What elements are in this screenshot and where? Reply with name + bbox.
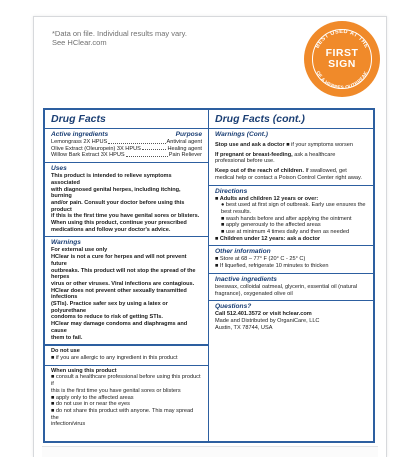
ingredient-purpose: Antiviral agent bbox=[166, 139, 202, 145]
ingredient-name: Willow Bark Extract 3X HPUS bbox=[51, 152, 125, 159]
directions-line: ● best used at first sign of outbreak. Early use ensures the bbox=[221, 202, 366, 209]
drug-facts-title: Drug Facts bbox=[45, 110, 208, 129]
inactive-ingredients-section bbox=[209, 274, 373, 301]
warnings-cont-heading: Warnings (Cont.) bbox=[215, 131, 268, 138]
stop-use-line bbox=[215, 142, 367, 149]
warnings-heading: Warnings bbox=[51, 239, 81, 247]
questions-line: Call 512.401.3572 or visit hclear.com bbox=[215, 311, 312, 318]
uses-heading: Uses bbox=[51, 165, 67, 173]
ingredient-row bbox=[51, 152, 202, 159]
badge-sign: SIGN bbox=[328, 58, 356, 70]
inactive-ingredients-line: beeswax, colloidal oatmeal, glycerin, essential oil (natural bbox=[215, 283, 358, 290]
when-using-line: infection/virus bbox=[51, 421, 86, 428]
uses-line: When using this product, continue your prescribed bbox=[51, 220, 187, 227]
when-using-line: ■ consult a healthcare professional before using this product if bbox=[51, 374, 201, 388]
ingredient-name: Olive Extract (Oleuropein) 3X HPUS bbox=[51, 145, 141, 152]
drug-facts-panel bbox=[43, 108, 375, 443]
questions-heading: Questions? bbox=[215, 303, 252, 311]
warnings-section bbox=[45, 237, 208, 346]
warnings-line: outbreaks. This product will not stop the spread of the herpes bbox=[51, 267, 196, 281]
uses-line: with diagnosed genital herpes, including itching, burning bbox=[51, 186, 181, 200]
warnings-cont-section bbox=[209, 129, 373, 186]
questions-line: Austin, TX 78744, USA bbox=[215, 324, 273, 331]
ingredient-row bbox=[51, 139, 202, 146]
directions-section bbox=[209, 186, 373, 247]
other-information-line: ■ If liquefied, refrigerate 10 minutes to thicken bbox=[215, 263, 329, 270]
directions-line: ■ wash hands before and after applying the ointment bbox=[221, 215, 352, 222]
warnings-line: HClear is not a cure for herpes and will not prevent future bbox=[51, 254, 187, 267]
purpose-heading: Purpose bbox=[175, 131, 202, 138]
keep-out-bold: Keep out of the reach of children. bbox=[215, 168, 304, 175]
ingredient-purpose: Pain Reliever bbox=[168, 152, 202, 159]
drug-facts-cont-title: Drug Facts (cont.) bbox=[209, 110, 373, 129]
when-using-line: this is the first time you have genital sores or blisters bbox=[51, 387, 181, 394]
first-sign-badge bbox=[304, 21, 380, 97]
questions-line: Made and Distributed by OrganiCare, LLC bbox=[215, 317, 320, 324]
warnings-line: condoms to reduce to risk of getting STIs. bbox=[51, 314, 163, 321]
pregnant-rest: ask a healthcare professional before use. bbox=[215, 151, 336, 165]
directions-line: ■ Children under 12 years: ask a doctor bbox=[215, 235, 321, 242]
questions-section bbox=[209, 301, 373, 334]
drug-facts-left-column bbox=[45, 110, 209, 441]
disclaimer-text: *Data on file. Individual results may vary. See HClear.com bbox=[52, 29, 187, 47]
badge-first: FIRST bbox=[325, 47, 359, 59]
pregnant-line bbox=[215, 152, 367, 165]
badge-arc-bottom: OF A HERPES OUTBREAK bbox=[314, 70, 370, 92]
directions-line: ■ apply generously to the affected areas bbox=[221, 222, 321, 229]
warnings-line: (STIs). Practice safer sex by using a latex or polyurethane bbox=[51, 301, 168, 314]
active-ingredients-header bbox=[51, 131, 202, 139]
uses-line: if this is the first time you have genital sores or blisters. bbox=[51, 213, 200, 220]
directions-line: best results. bbox=[221, 208, 252, 215]
inactive-ingredients-line: fragrance), oxygenated olive oil bbox=[215, 290, 293, 297]
do-not-use-line: ■ if you are allergic to any ingredient in this product bbox=[51, 354, 178, 361]
directions-line: ■ use at minimum 4 times daily and then as needed bbox=[221, 229, 350, 236]
svg-text:OF A HERPES OUTBREAK bbox=[314, 70, 369, 91]
warnings-line: HClear does not prevent other sexually transmitted infections bbox=[51, 287, 187, 301]
other-information-section bbox=[209, 246, 373, 273]
keep-out-rest: If swallowed, get medical help or contact a Poison Control Center right away. bbox=[215, 168, 362, 181]
directions-line: ■ Adults and children 12 years or over: bbox=[215, 195, 319, 202]
when-using-line: ■ do not use in or near the eyes bbox=[51, 401, 130, 408]
uses-line: This product is intended to relieve symptoms associated bbox=[51, 173, 172, 186]
when-using-line: ■ apply only to the affected areas bbox=[51, 394, 134, 401]
badge-arc-top: BEST USED AT THE bbox=[314, 28, 370, 50]
other-information-heading: Other information bbox=[215, 248, 271, 256]
ingredient-row bbox=[51, 146, 202, 153]
active-ingredients-section bbox=[45, 129, 208, 163]
drug-facts-right-column bbox=[209, 110, 373, 441]
when-using-section bbox=[45, 366, 208, 431]
directions-heading: Directions bbox=[215, 187, 248, 195]
uses-line: and/or pain. Consult your doctor before using this product bbox=[51, 199, 185, 213]
pregnant-bold: If pregnant or breast-feeding, bbox=[215, 151, 293, 158]
warnings-line: For external use only bbox=[51, 247, 108, 254]
uses-line: medications and follow your doctor's advice. bbox=[51, 226, 171, 233]
do-not-use-section bbox=[45, 346, 208, 365]
when-using-line: ■ do not share this product with anyone. This may spread the bbox=[51, 407, 194, 421]
warnings-line: them to fail. bbox=[51, 334, 83, 341]
warnings-line: HClear may damage condoms and diaphragms and cause bbox=[51, 321, 188, 334]
inactive-ingredients-heading: Inactive ingredients bbox=[215, 275, 277, 283]
when-using-heading: When using this product bbox=[51, 367, 117, 374]
do-not-use-heading: Do not use bbox=[51, 348, 80, 355]
active-ingredients-heading: Active ingredients bbox=[51, 131, 109, 138]
ingredient-purpose: Healing agent bbox=[167, 145, 202, 152]
stop-use-bold: Stop use and ask a doctor bbox=[215, 142, 285, 148]
warnings-line: virus or other viruses. Viral infections are contagious. bbox=[51, 280, 195, 287]
other-information-line: ■ Store at 68 – 77° F (20° C - 25° C) bbox=[215, 256, 306, 263]
uses-section bbox=[45, 163, 208, 237]
keep-out-line bbox=[215, 168, 367, 181]
stop-use-rest: ■ if your symptoms worsen bbox=[284, 142, 353, 148]
ingredient-name: Lemongrass 2X HPUS bbox=[51, 139, 108, 145]
